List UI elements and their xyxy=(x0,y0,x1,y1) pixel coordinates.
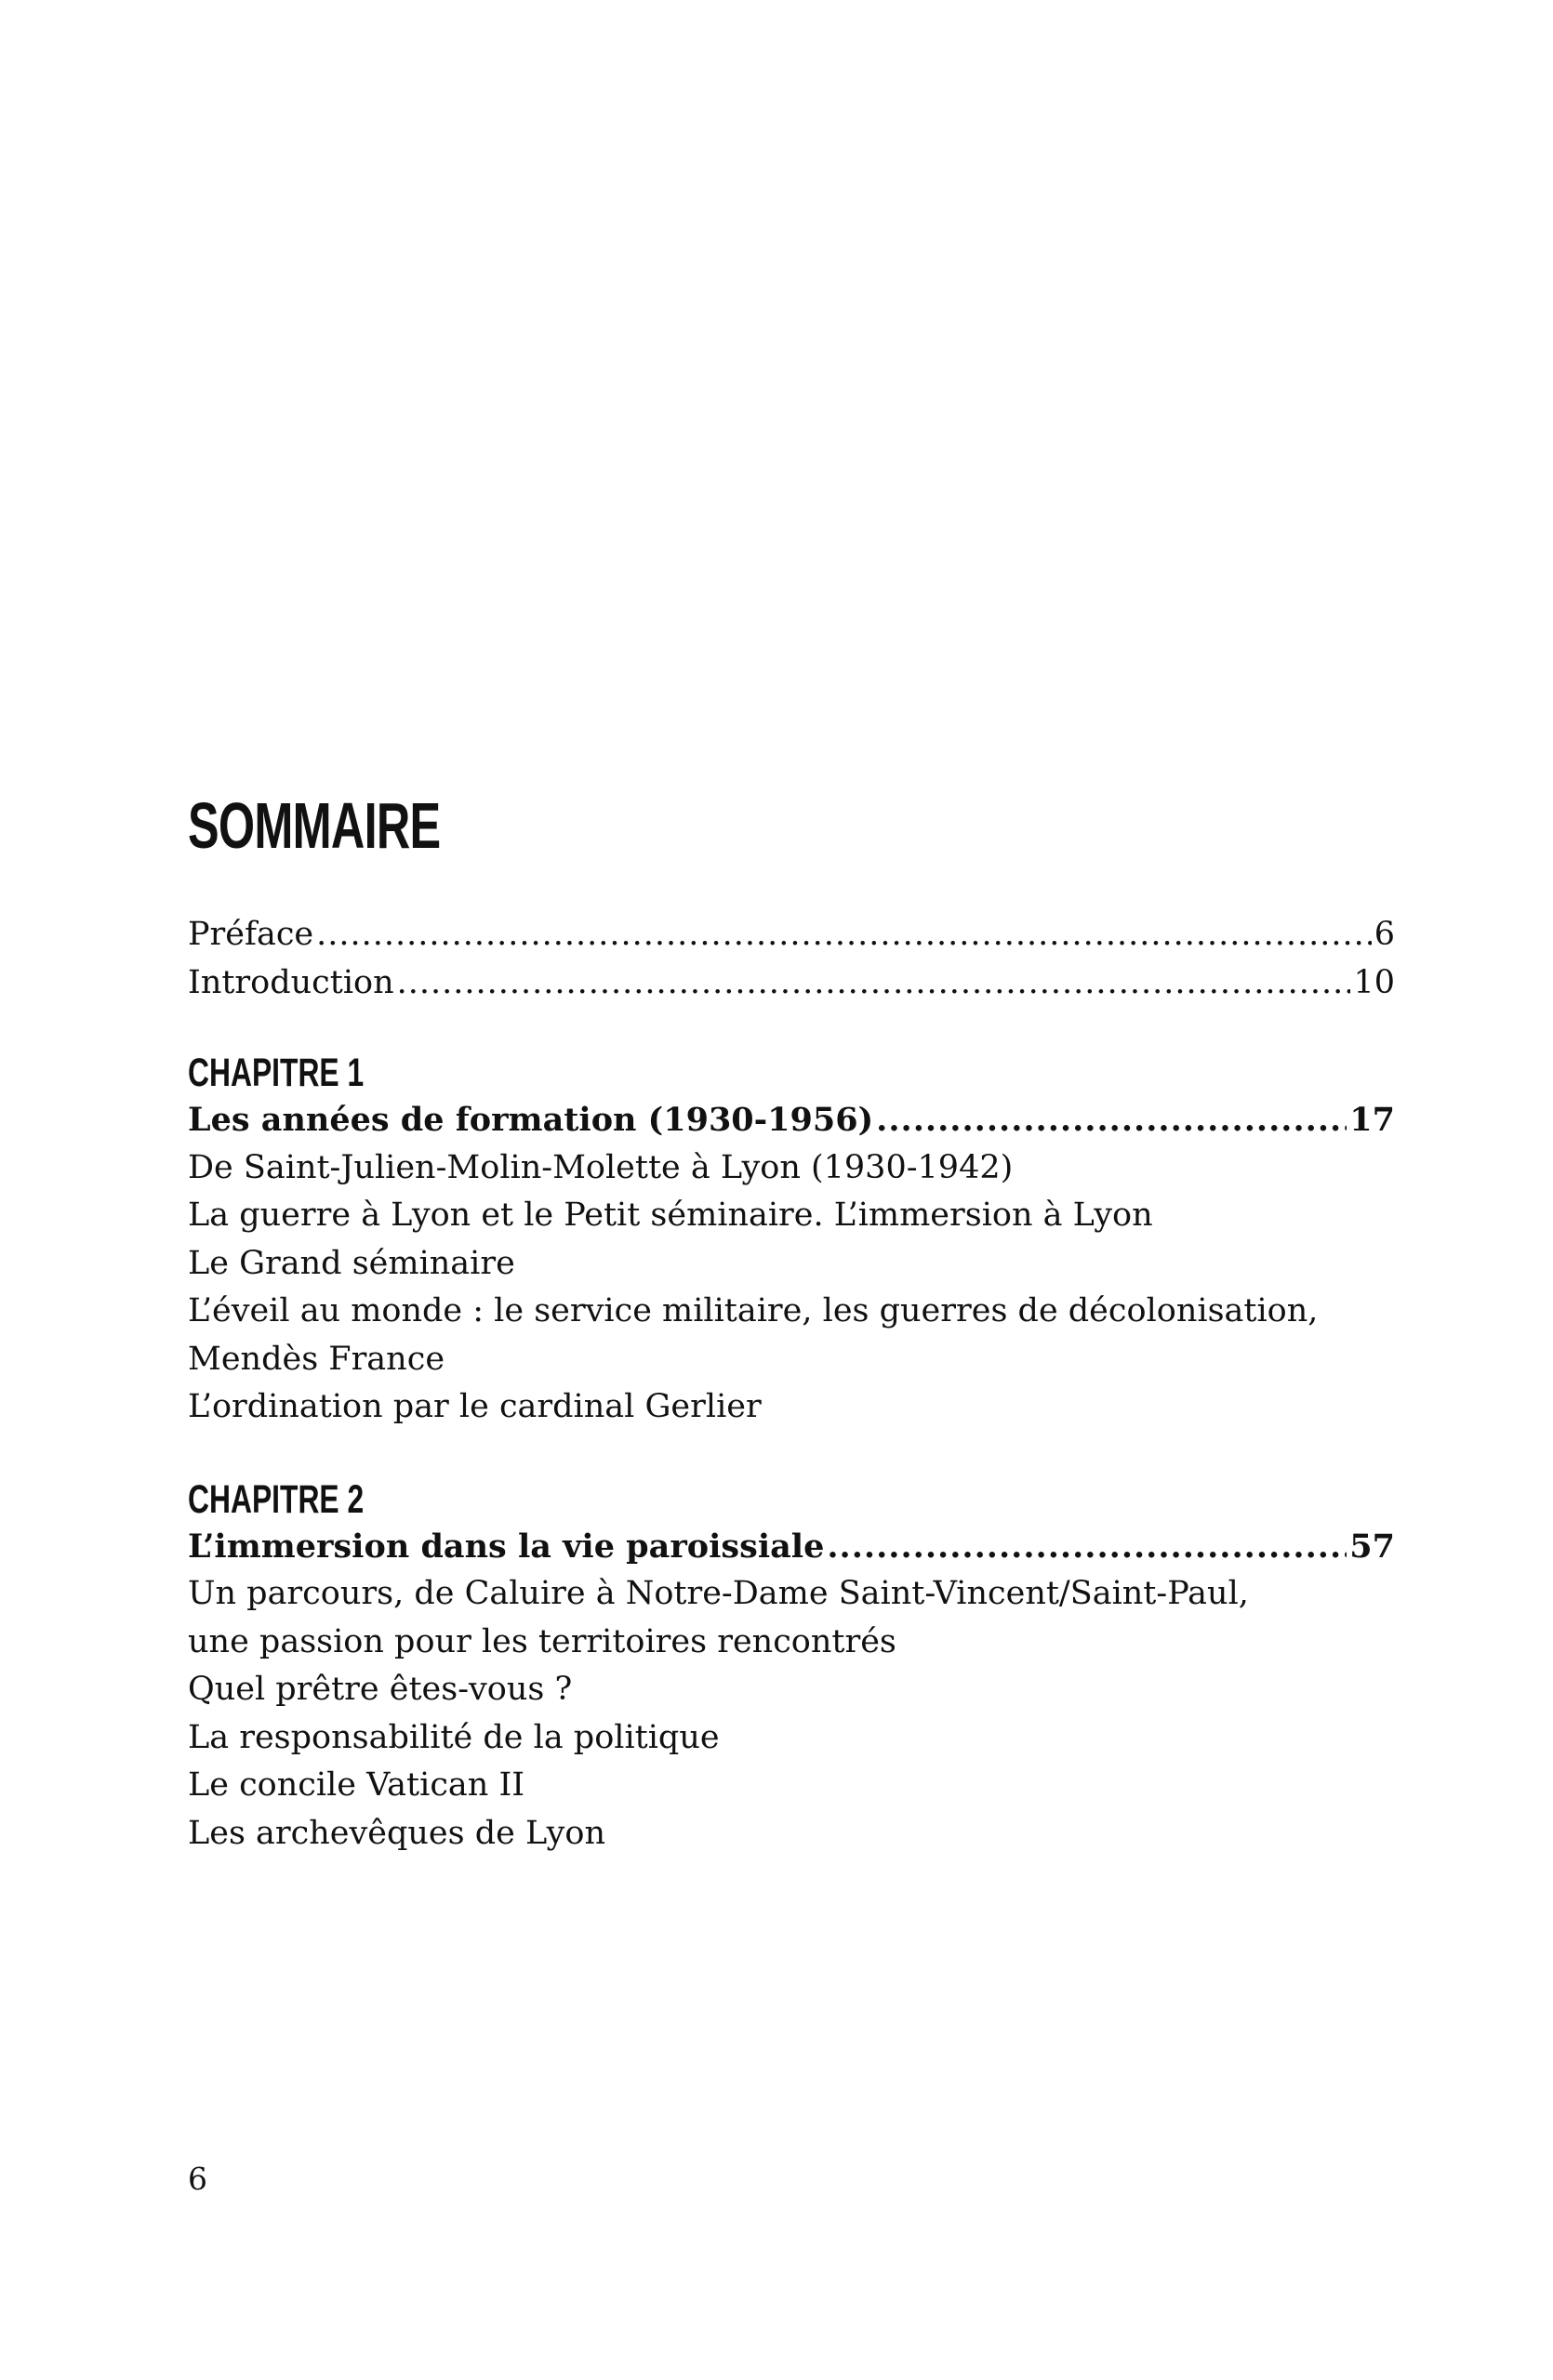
toc-entry-label: Préface xyxy=(188,916,314,953)
chapter-page: 17 xyxy=(1349,1101,1395,1139)
dot-leader xyxy=(876,1096,1347,1144)
chapter-1-sections xyxy=(188,1144,1395,1432)
dot-leader xyxy=(316,911,1372,959)
dot-leader xyxy=(397,959,1351,1008)
dot-leader xyxy=(827,1523,1347,1571)
chapter-title: Les années de formation (1930-1956) xyxy=(188,1101,874,1139)
section-line: L’ordination par le cardinal Gerlier xyxy=(188,1388,762,1425)
section-line: Mendès France xyxy=(188,1340,445,1378)
section-line: L’éveil au monde : le service militaire, les guerres de décolonisation, xyxy=(188,1292,1319,1329)
page-title: SOMMAIRE xyxy=(188,789,441,862)
chapter-title: L’immersion dans la vie paroissiale xyxy=(188,1527,825,1566)
section-line: Le Grand séminaire xyxy=(188,1244,515,1282)
section-line: une passion pour les territoires rencontrés xyxy=(188,1622,896,1660)
section-line: Le concile Vatican II xyxy=(188,1766,525,1804)
chapter-2-heading: CHAPITRE 2 xyxy=(188,1476,365,1522)
toc-entry-preface xyxy=(188,911,1395,959)
chapter-1-title-entry xyxy=(188,1096,1395,1144)
section-line: La responsabilité de la politique xyxy=(188,1718,720,1756)
section-line: Un parcours, de Caluire à Notre-Dame Saint-Vincent/Saint-Paul, xyxy=(188,1575,1249,1612)
page-number: 6 xyxy=(188,2161,207,2197)
chapter-page: 57 xyxy=(1349,1527,1395,1566)
section-line: La guerre à Lyon et le Petit séminaire. L’immersion à Lyon xyxy=(188,1197,1153,1234)
section-line: De Saint-Julien-Molin-Molette à Lyon (1930-1942) xyxy=(188,1148,1014,1186)
front-matter-list xyxy=(188,911,1395,1007)
toc-entry-page: 6 xyxy=(1374,916,1395,953)
chapter-2-title-entry xyxy=(188,1523,1395,1571)
toc-entry-introduction xyxy=(188,959,1395,1008)
section-line: Les archevêques de Lyon xyxy=(188,1814,605,1852)
chapter-2-sections xyxy=(188,1570,1395,1858)
toc-entry-label: Introduction xyxy=(188,963,394,1001)
chapter-1-heading: CHAPITRE 1 xyxy=(188,1051,365,1095)
table-of-contents xyxy=(188,788,1395,1858)
toc-entry-page: 10 xyxy=(1353,963,1395,1001)
section-line: Quel prêtre êtes-vous ? xyxy=(188,1671,573,1708)
